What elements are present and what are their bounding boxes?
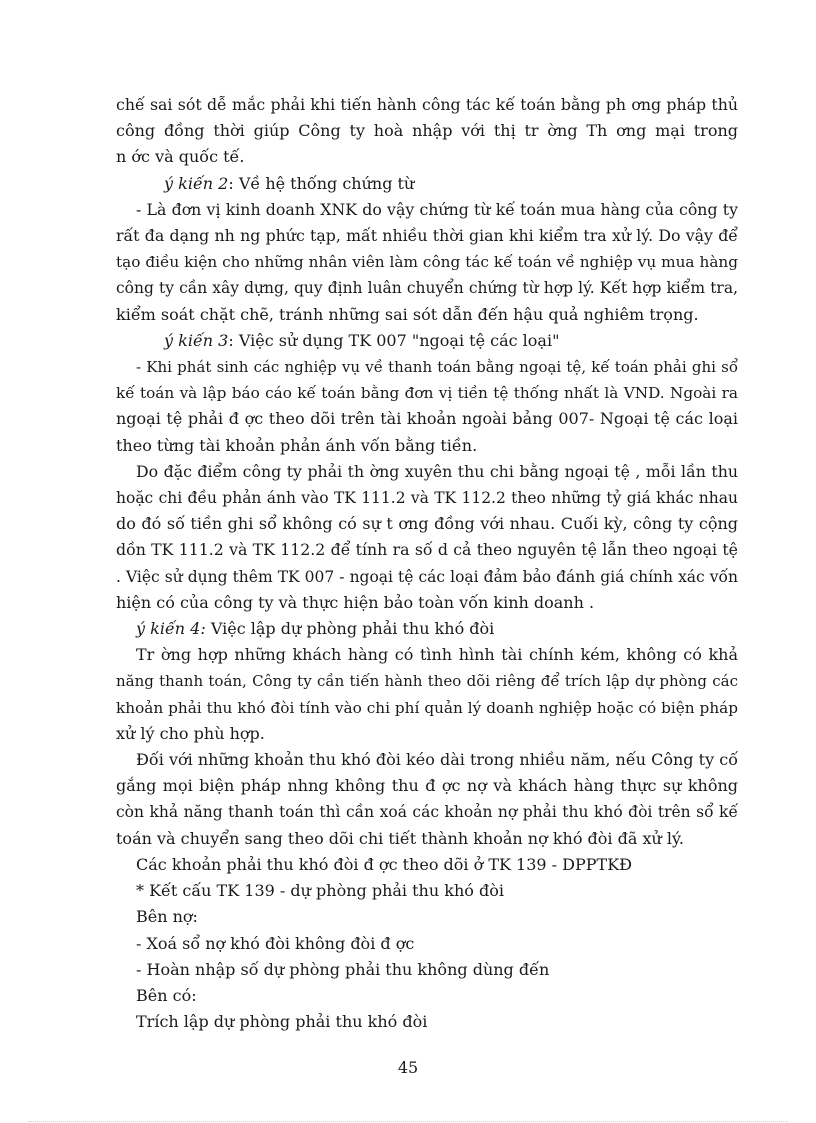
text-line: khoản phải thu khó đòi tính vào chi phí quản lý doanh nghiệp hoặc có biện pháp — [116, 698, 738, 717]
page-bottom-divider — [28, 1121, 788, 1122]
paragraph-idea-2 — [116, 197, 738, 328]
idea-2-heading — [116, 171, 738, 197]
paragraph-idea-4 — [116, 642, 738, 747]
idea-4-heading — [116, 616, 738, 642]
text-line: còn khả năng thanh toán thì cần xoá các khoản nợ phải thu khó đòi trên sổ kế — [116, 803, 738, 822]
text-line: dồn TK 111.2 và TK 112.2 để tính ra số d cả theo nguyên tệ lẫn theo ngoại tệ — [116, 540, 738, 560]
text-line: Bên có: — [136, 985, 197, 1005]
idea-title: : Về hệ thống chứng từ — [228, 173, 415, 193]
text-line: - Khi phát sinh các nghiệp vụ về thanh toán bằng ngoại tệ, kế toán phải ghi sổ — [136, 358, 738, 377]
text-line: - Là đơn vị kinh doanh XNK do vậy chứng từ kế toán mua hàng của công ty — [136, 199, 738, 219]
text-line: Đối với những khoản thu khó đòi kéo dài trong nhiều năm, nếu Công ty cố — [136, 750, 738, 770]
text-line: chế sai sót dễ mắc phải khi tiến hành công tác kế toán bằng ph ơng pháp thủ — [116, 95, 738, 114]
idea-title: Việc lập dự phòng phải thu khó đòi — [205, 619, 495, 639]
account-139-structure — [116, 852, 738, 1035]
text-line: do đó số tiền ghi sổ không có sự t ơng đồng với nhau. Cuối kỳ, công ty cộng — [116, 514, 738, 534]
idea-title: : Việc sử dụng TK 007 "ngoại tệ các loại" — [228, 330, 560, 350]
text-line: công ty cần xây dựng, quy định luân chuyển chứng từ hợp lý. Kết hợp kiểm tra, — [116, 279, 738, 298]
text-line: - Hoàn nhập số dự phòng phải thu không dùng đến — [136, 959, 550, 979]
text-line: Tr ờng hợp những khách hàng có tình hình tài chính kém, không có khả — [136, 645, 738, 665]
idea-label: ý kiến 2 — [164, 173, 229, 193]
text-line: * Kết cấu TK 139 - dự phòng phải thu khó đòi — [136, 881, 504, 901]
paragraph-intro — [116, 92, 738, 171]
idea-label: ý kiến 3 — [164, 330, 229, 350]
paragraph-bad-debt — [116, 747, 738, 852]
text-line: gắng mọi biện pháp nhng không thu đ ợc nợ và khách hàng thực sự không — [116, 776, 738, 796]
idea-label: ý kiến 4: — [136, 619, 206, 639]
page-number: 45 — [397, 1058, 419, 1077]
text-line: - Xoá sổ nợ khó đòi không đòi đ ợc — [136, 933, 415, 953]
text-line: Trích lập dự phòng phải thu khó đòi — [136, 1012, 428, 1032]
text-line: hoặc chi đều phản ánh vào TK 111.2 và TK 112.2 theo những tỷ giá khác nhau — [116, 489, 738, 508]
text-line: Do đặc điểm công ty phải th ờng xuyên thu chi bằng ngoại tệ , mỗi lần thu — [136, 461, 738, 481]
text-line: năng thanh toán, Công ty cần tiến hành theo dõi riêng để trích lập dự phòng các — [116, 672, 738, 691]
text-line: kiểm soát chặt chẽ, tránh những sai sót dẫn đến hậu quả nghiêm trọng. — [116, 304, 699, 324]
text-line: Các khoản phải thu khó đòi đ ợc theo dõi ở TK 139 - DPPTKĐ — [136, 854, 633, 874]
text-line: Bên nợ: — [136, 907, 198, 927]
paragraph-foreign-currency — [116, 459, 738, 616]
text-line: ngoại tệ phải đ ợc theo dõi trên tài khoản ngoài bảng 007- Ngoại tệ các loại — [116, 409, 738, 429]
text-line: hiện có của công ty và thực hiện bảo toàn vốn kinh doanh . — [116, 592, 595, 612]
text-line: công đồng thời giúp Công ty hoà nhập với thị tr ờng Th ơng mại trong — [116, 121, 738, 141]
paragraph-idea-3 — [116, 354, 738, 459]
idea-3-heading — [116, 328, 738, 354]
text-line: theo từng tài khoản phản ánh vốn bằng tiền. — [116, 435, 478, 455]
page-content — [116, 92, 738, 1035]
text-line: tạo điều kiện cho những nhân viên làm công tác kế toán về nghiệp vụ mua hàng — [116, 253, 738, 272]
text-line: kế toán và lập báo cáo kế toán bằng đơn vị tiền tệ thống nhất là VND. Ngoài ra — [116, 384, 738, 403]
text-line: toán và chuyển sang theo dõi chi tiết thành khoản nợ khó đòi đã xử lý. — [116, 828, 685, 848]
text-line: xử lý cho phù hợp. — [116, 723, 265, 743]
text-line: n ớc và quốc tế. — [116, 147, 245, 167]
text-line: rất đa dạng nh ng phức tạp, mất nhiều thời gian khi kiểm tra xử lý. Do vậy để — [116, 226, 738, 246]
text-line: . Việc sử dụng thêm TK 007 - ngoại tệ các loại đảm bảo đánh giá chính xác vốn — [116, 567, 738, 586]
